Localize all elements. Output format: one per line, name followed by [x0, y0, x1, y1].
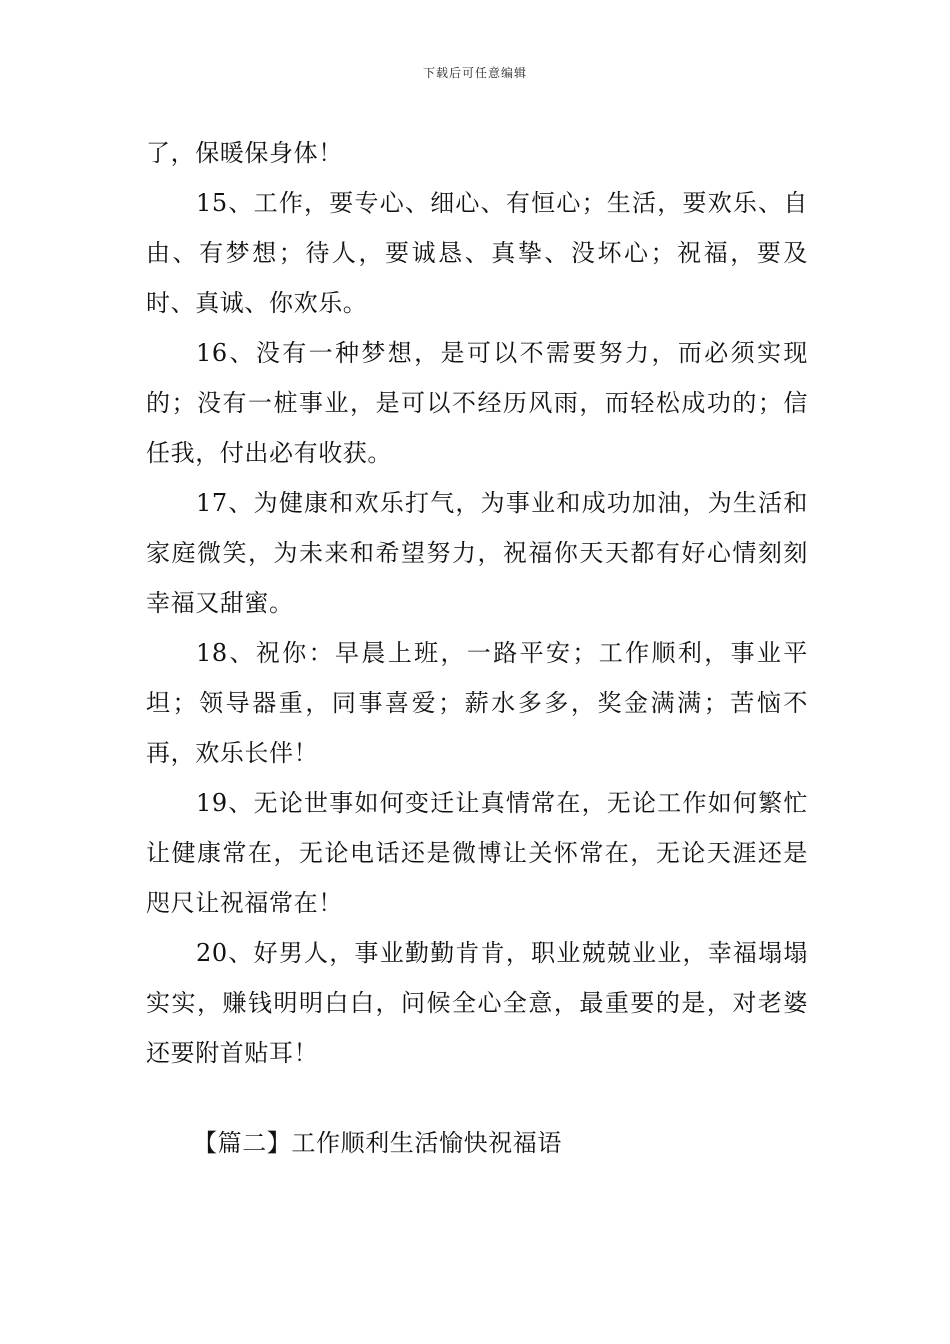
paragraph-17: 17、为健康和欢乐打气，为事业和成功加油，为生活和家庭微笑，为未来和希望努力，祝福你天天都有好心情刻刻幸福又甜蜜。: [146, 489, 808, 617]
page-header: 下载后可任意编辑: [422, 66, 527, 80]
paragraph-20: 20、好男人，事业勤勤肯肯，职业兢兢业业，幸福塌塌实实，赚钱明明白白，问候全心全意，最重要的是，对老婆还要附首贴耳！: [146, 939, 808, 1067]
section-title: 【篇二】工作顺利生活愉快祝福语: [193, 1129, 562, 1157]
paragraph-19: 19、无论世事如何变迁让真情常在，无论工作如何繁忙让健康常在，无论电话还是微博让关怀常在，无论天涯还是咫尺让祝福常在！: [146, 789, 808, 917]
paragraph-continuation: 了，保暖保身体！: [146, 139, 343, 167]
paragraph-15: 15、工作，要专心、细心、有恒心；生活，要欢乐、自由、有梦想；待人，要诚恳、真挚、没坏心；祝福，要及时、真诚、你欢乐。: [146, 189, 808, 317]
document-body: [146, 128, 808, 1078]
paragraph-16: 16、没有一种梦想，是可以不需要努力，而必须实现的；没有一桩事业，是可以不经历风雨，而轻松成功的；信任我，付出必有收获。: [146, 339, 808, 467]
paragraph-18: 18、祝你：早晨上班，一路平安；工作顺利，事业平坦；领导器重，同事喜爱；薪水多多，奖金满满；苦恼不再，欢乐长伴！: [146, 639, 808, 767]
